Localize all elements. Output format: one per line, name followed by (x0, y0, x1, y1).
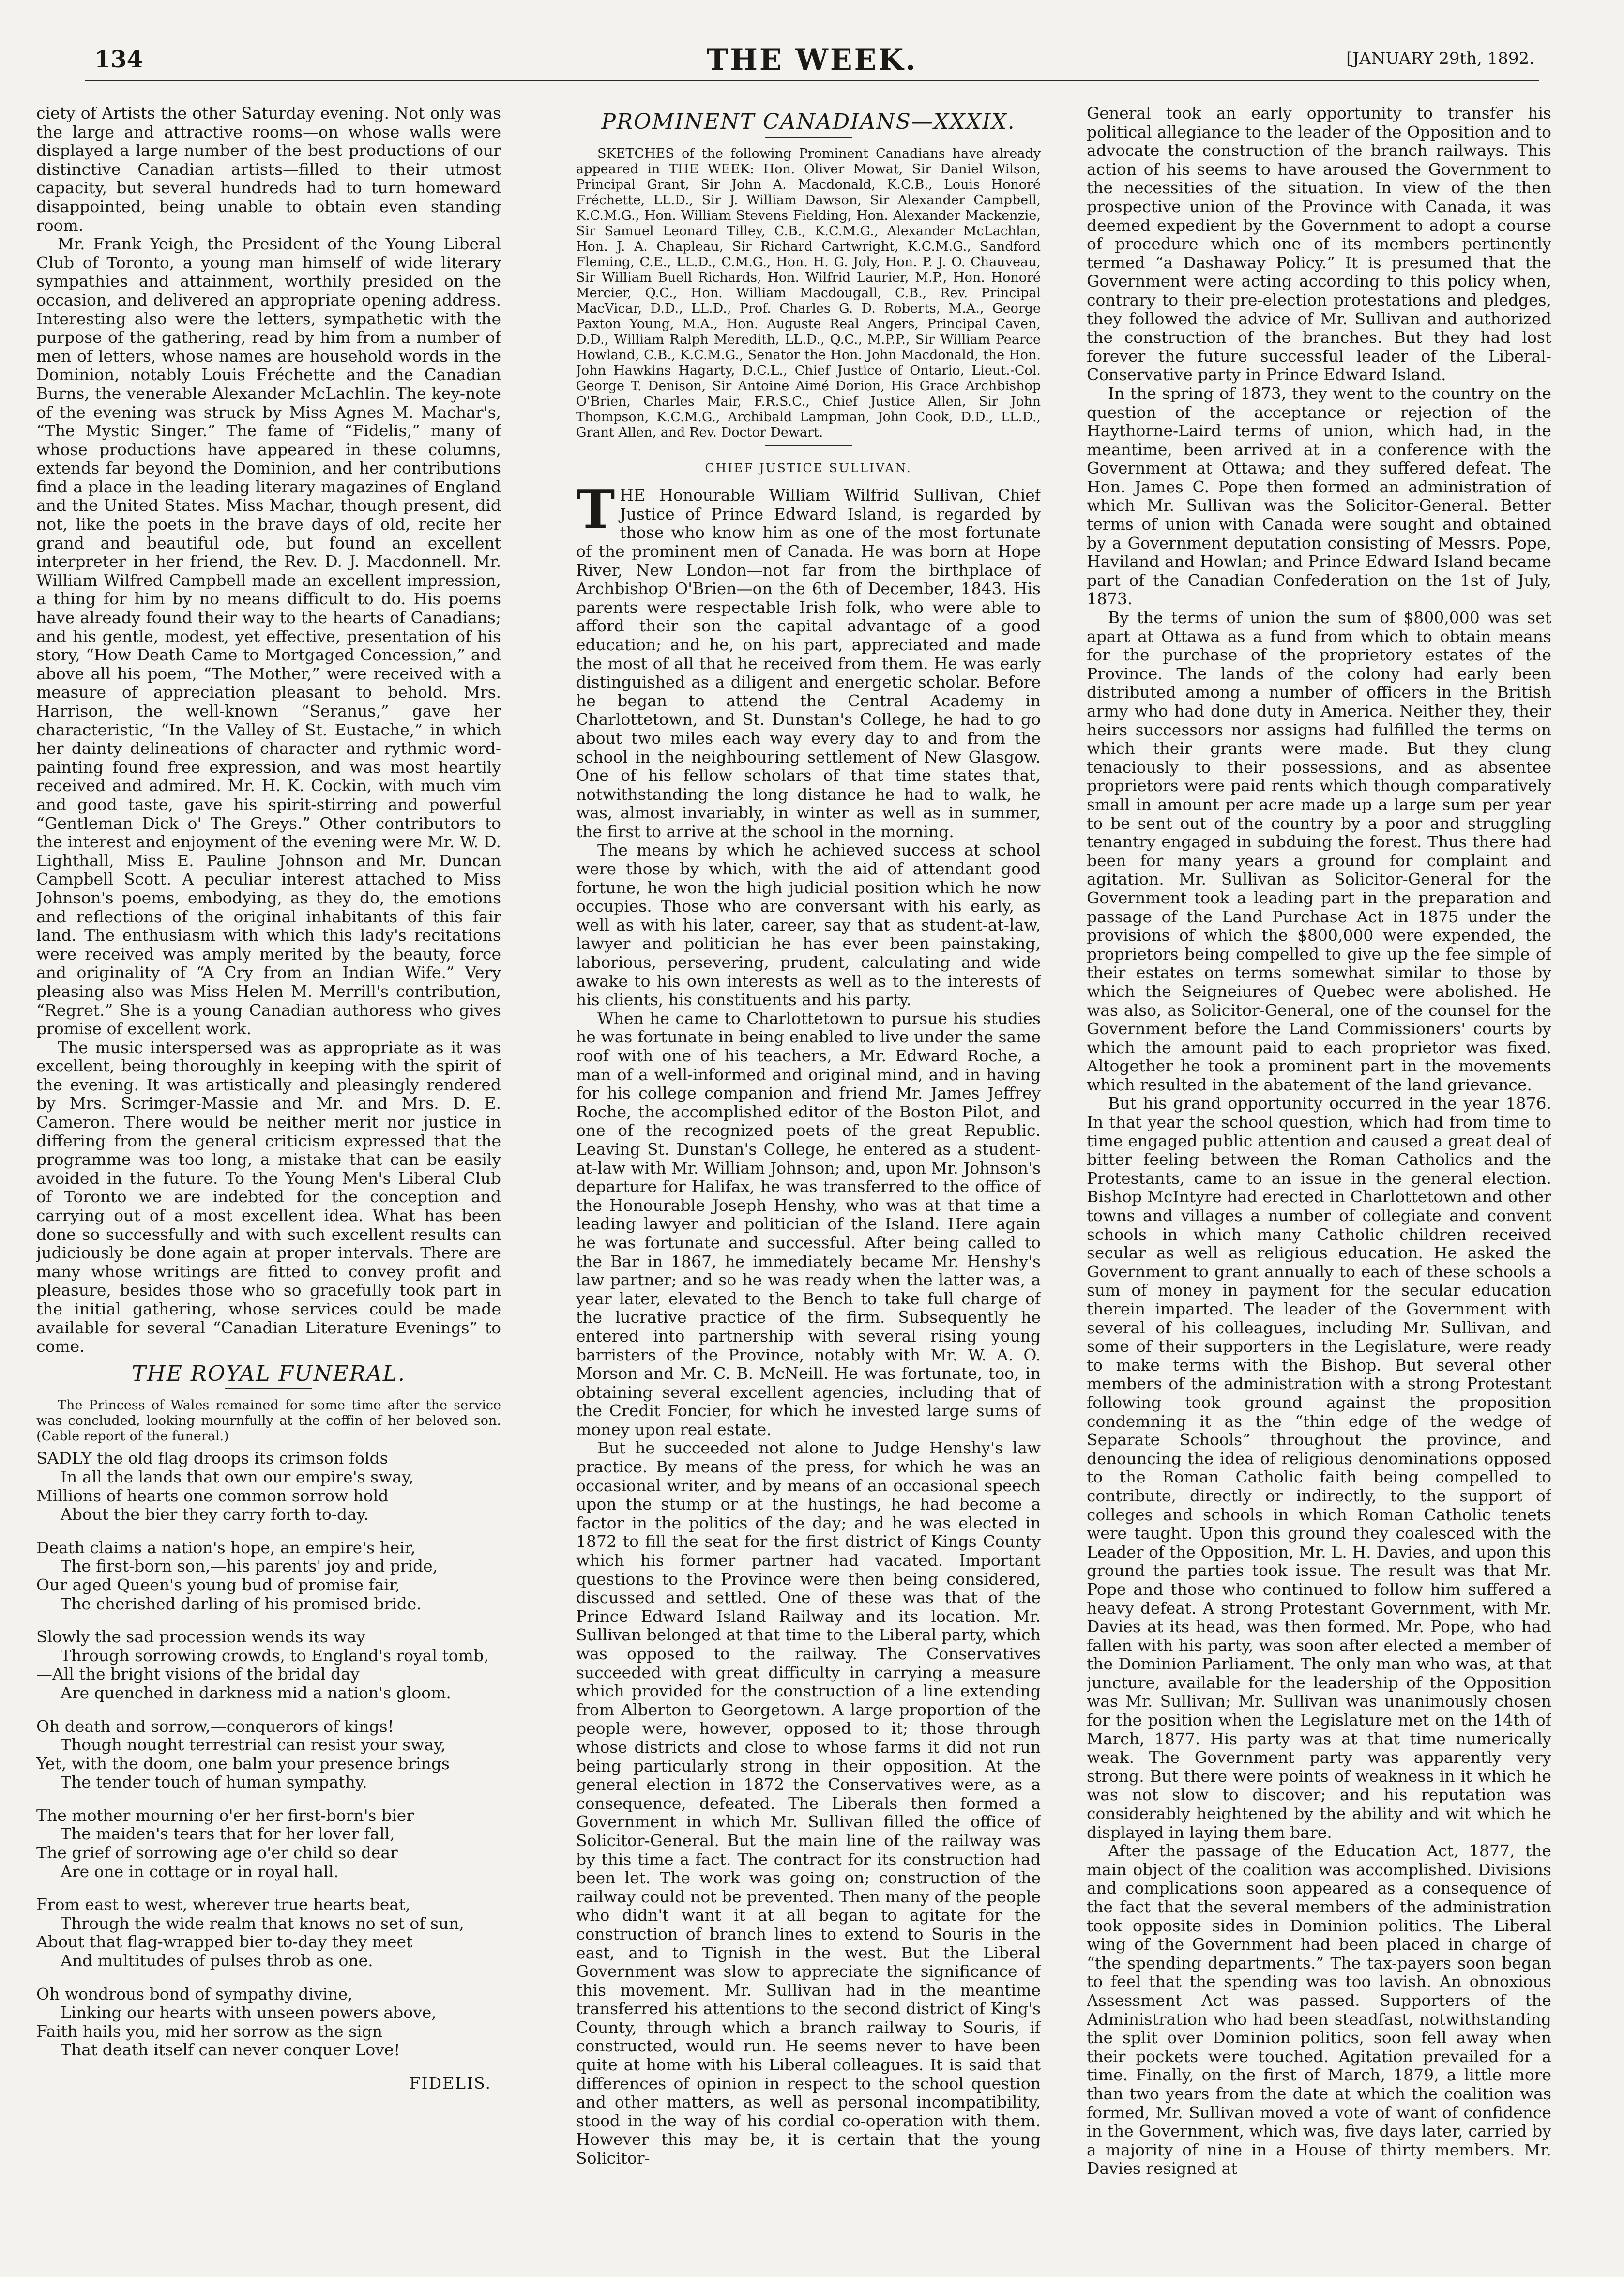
journal-title: THE WEEK. (706, 43, 918, 77)
poem-line: The first-born son,—his parents' joy and pride, (61, 1557, 438, 1576)
paragraph (576, 479, 1041, 841)
poem-line: —All the bright visions of the bridal day (36, 1665, 360, 1684)
stanza (36, 1539, 501, 1613)
poem-line: Linking our hearts with unseen powers above, (61, 2003, 437, 2022)
poem-line: The maiden's tears that for her lover fall, (61, 1824, 395, 1844)
poem-line: Oh wondrous bond of sympathy divine, (36, 1984, 353, 2003)
poem-line: Are one in cottage or in royal hall. (61, 1862, 339, 1881)
poem-line: The tender touch of human sympathy. (61, 1773, 367, 1792)
poem-line: And multitudes of pulses throb as one. (61, 1951, 373, 1971)
poem-line: Our aged Queen's young bud of promise fair, (36, 1575, 400, 1594)
stanza (36, 1628, 501, 1702)
poem (36, 1449, 501, 2060)
poem-line: The mother mourning o'er her first-born's bier (36, 1805, 414, 1825)
divider (765, 445, 852, 446)
paragraph: General took an early opportunity to transfer his political allegiance to the leader of the Opposition and to advocate the construction of the branch railways. This action of his seems to have aroused the Government to the necessities of the situation. In view of the then prospective union of the Province with Canada, it was deemed expedient by the Government to adopt a course of procedure which one of its members pertinently termed “a Dashaway Policy.” It is presumed that the Government were acting according to this policy when, contrary to their pre-election protestations and pledges, they followed the advice of Mr. Sullivan and authorized the construction of the branches. But they had lost forever the future successful leader of the Liberal-Conservative party in Prince Edward Island. (1087, 104, 1551, 384)
poem-signature: FIDELIS. (409, 2074, 491, 2093)
poem-line: Faith hails you, mid her sorrow as the sign (36, 2021, 383, 2041)
paragraph: Mr. Frank Yeigh, the President of the Young Liberal Club of Toronto, a young man himself of wide literary sympathies and attainment, worthily presided on the occasion, and delivered an appropriate opening address. Interesting also were the letters, sympathetic with the purpose of the gathering, read by him from a number of men of letters, whose names are household words in the Dominion, notably Louis Fréchette and the Canadian Burns, the venerable Alexander McLachlin. The key-note of the evening was struck by Miss Agnes M. Machar's, “The Mystic Singer.” The fame of “Fidelis,” many of whose productions have appeared in these columns, extends far beyond the Dominion, and her contributions find a place in the leading literary magazines of England and the United States. Miss Machar, though present, did not, like the poets in the brave days of old, recite her grand and beautiful ode, but found an excellent interpreter in her friend, the Rev. D. J. Macdonnell. Mr. William Wilfred Campbell made an excellent impression, a thing for him by no means difficult to do. His poems have already found their way to the hearts of Canadians; and his gentle, modest, yet effective, presentation of his story, “How Death Came to Mortgaged Concession,” and above all his poem, “The Mother,” were received with a measure of appreciation pleasant to behold. Mrs. Harrison, the well-known “Seranus,” gave her characteristic, “In the Valley of St. Eustache,” in which her dainty delineations of character and rythmic word-painting found free expression, and was most heartily received and admired. Mr. H. K. Cockin, with much vim and good taste, gave his spirit-stirring and powerful “Gentleman Dick o' The Greys.” Other contributors to the interest and enjoyment of the evening were Mr. W. D. Lighthall, Miss E. Pauline Johnson and Mr. Duncan Campbell Scott. A peculiar interest attached to Miss Johnson's poems, embodying, as they do, the emotions and reflections of the original inhabitants of this fair land. The enthusiasm with which this lady's recitations were received was amply merited by the beauty, force and originality of “A Cry from an Indian Wife.” Very pleasing also was Miss Helen M. Merrill's contribution, “Regret.” She is a young Canadian authoress who gives promise of excellent work. (36, 234, 501, 1039)
poem-line: Millions of hearts one common sorrow hold (36, 1486, 389, 1505)
column-2 (576, 104, 1041, 2244)
issue-date: [JANUARY 29th, 1892. (1346, 49, 1534, 68)
page-header (85, 43, 1539, 81)
paragraph: The means by which he achieved success at school were those by which, with the aid of attendant good fortune, he won the high judicial position which he now occupies. Those who are conversant with his early, as well as with his later, career, say that as student-at-law, lawyer and politician he has ever been painstaking, laborious, persevering, prudent, calculating and wide awake to his own interests as well as to the interests of his clients, his constituents and his party. (576, 841, 1041, 1009)
paragraph: But he succeeded not alone to Judge Henshy's law practice. By means of the press, for which he was an occasional writer, and by means of an occasional speech upon the stump or at the hustings, he had become a factor in the politics of the day; and he was elected in 1872 to fill the seat for the first district of Kings County which his former partner had vacated. Important questions to the Province were then being considered, discussed and settled. One of these was that of the Prince Edward Island Railway and its location. Mr. Sullivan belonged at that time to the Liberal party, which was opposed to the railway. The Conservatives succeeded with great difficulty in carrying a measure which provided for the construction of a line extending from Alberton to Georgetown. A large proportion of the people were, however, opposed to it; those through whose districts and close to whose farms it did not run being particularly strong in their opposition. At the general election in 1872 the Conservatives were, as a consequence, defeated. The Liberals then formed a Government in which Mr. Sullivan filled the office of Solicitor-General. But the main line of the railway was by this time a fact. The contract for its construction had been let. The work was going on; construction of the railway could not be prevented. Then many of the people who didn't want it at all began to agitate for the construction of branch lines to extend to Souris in the east, and to Tignish in the west. But the Liberal Government was slow to appreciate the significance of this movement. Mr. Sullivan had in the meantime transferred his attentions to the second district of King's County, through which a branch railway to Souris, if constructed, would run. He seems never to have been quite at home with his Liberal colleagues. It is said that differences of opinion in respect to the school question and other matters, as well as personal incompatibility, stood in the way of his cordial co-operation with them. However this may be, it is certain that the young Solicitor- (576, 1438, 1041, 2168)
poem-line: Death claims a nation's hope, an empire's heir, (36, 1538, 416, 1557)
poem-line: Oh death and sorrow,—conquerors of kings! (36, 1716, 394, 1736)
poem-line: The cherished darling of his promised bride. (61, 1594, 422, 1613)
poem-line: SADLY the old flag droops its crimson folds (36, 1449, 388, 1468)
poem-line: The grief of sorrowing age o'er child so dear (36, 1843, 398, 1863)
poem-line: In all the lands that own our empire's sway, (61, 1467, 414, 1486)
paragraph: After the passage of the Education Act, 1877, the main object of the coalition was accomplished. Divisions and complications soon appeared as a consequence of the fact that the several members of the administration took opposite sides in Dominion politics. The Liberal wing of the Government had been placed in charge of “the spending departments.” The tax-payers soon began to feel that the spending was too lavish. An obnoxious Assessment Act was passed. Supporters of the Administration who had been steadfast, notwithstanding the split over Dominion politics, soon fell away when their pockets were touched. Agitation prevailed for a time. Finally, on the first of March, 1879, a little more than two years from the date at which the coalition was formed, Mr. Sullivan moved a vote of want of confidence in the Government, which was, five days later, carried by a majority of nine in a House of thirty members. Mr. Davies resigned at (1087, 1841, 1551, 2178)
poem-line: About that flag-wrapped bier to-day they meet (36, 1932, 413, 1952)
poem-line: From east to west, wherever true hearts beat, (36, 1895, 410, 1914)
drop-cap: T (576, 479, 615, 541)
stanza (36, 1806, 501, 1881)
stanza (36, 1985, 501, 2060)
section-title: PROMINENT CANADIANS—XXXIX. (601, 109, 1016, 134)
poem-line: That death itself can never conquer Love! (61, 2040, 400, 2060)
stanza (36, 1449, 501, 1524)
poem-line: About the bier they carry forth to-day. (61, 1505, 369, 1524)
paragraph: By the terms of union the sum of $800,000 was set apart at Ottawa as a fund from which to obtain means for the purchase of the proprietory estates of the Province. The lands of the colony had early been distributed among a number of officers in the British army who had done duty in America. Neither they, their heirs successors nor assigns had fulfilled the terms on which their grants were made. But they clung tenaciously to their possessions, and as absentee proprietors were paid rents which though comparatively small in amount per acre made up a large sum per year to be sent out of the country by a poor and struggling tenantry engaged in subduing the forest. Thus there had been for many years a ground for complaint and agitation. Mr. Sullivan as Solicitor-General for the Government took a leading part in the preparation and passage of the Land Purchase Act in 1875 under the provisions of which the $800,000 were expended, the proprietors being compelled to give up the fee simple of their estates on terms somewhat similar to those by which the Seigneiures of Quebec were abolished. He was also, as Solicitor-General, one of the counsel for the Government before the Land Commissioners' courts by which the amount paid to each proprietor was fixed. Altogether he took a prominent part in the movements which resulted in the abatement of the land grievance. (1087, 608, 1551, 1094)
stanza (36, 1717, 501, 1792)
paragraph: But his grand opportunity occurred in the year 1876. In that year the school question, which had from time to time engaged public attention and caused a great deal of bitter feeling between the Roman Catholics and the Protestants, came to an issue in the general election. Bishop McIntyre had erected in Charlottetown and other towns and villages a number of collegiate and convent schools in which many Catholic children received secular as well as religious education. He asked the Government to grant annually to each of these schools a sum of money in payment for the secular education therein imparted. The leader of the Government with several of his colleagues, including Mr. Sullivan, and some of their supporters in the Legislature, were ready to make terms with the Bishop. But several other members of the administration with a strong Protestant following took ground against the proposition condemning it as the “thin edge of the wedge of Separate Schools” throughout the province, and denouncing the idea of religious denominations opposed to the Roman Catholic faith being compelled to contribute, directly or indirectly, to the support of colleges and schools in which Roman Catholic tenets were taught. Upon this ground they coalesced with the Leader of the Opposition, Mr. L. H. Davies, and upon this ground the parties took issue. The result was that Mr. Pope and those who continued to follow him suffered a heavy defeat. A strong Protestant Government, with Mr. Davies at its head, was then formed. Mr. Pope, who had fallen with his party, was soon after elected a member of the Dominion Parliament. The only man who was, at that juncture, available for the leadership of the Opposition was Mr. Sullivan; Mr. Sullivan was unanimously chosen for the position when the Legislature met on the 14th of March, 1877. His party was at that time numerically weak. The Government party was apparently very strong. But there were points of weakness in it which he was not slow to discover; and his reputation was considerably heightened by the ability and wit which he displayed in laying them bare. (1087, 1094, 1551, 1842)
poem-line: Slowly the sad procession wends its way (36, 1627, 365, 1647)
column-1 (36, 104, 501, 2244)
poem-line: Through the wide realm that knows no set of sun, (61, 1913, 464, 1933)
poem-line: Through sorrowing crowds, to England's royal tomb, (61, 1646, 489, 1665)
paragraph: ciety of Artists the other Saturday evening. Not only was the large and attractive rooms—on whose walls were displayed a large number of the best productions of our distinctive Canadian artists—filled to their utmost capacity, but several hundreds had to turn homeward disappointed, being unable to obtain even standing room. (36, 104, 501, 235)
paragraph: In the spring of 1873, they went to the country on the question of the acceptance or rejection of the Haythorne-Laird terms of union, which had, in the meantime, been arrived at in a conference with the Government at Ottawa; and they suffered defeat. The Hon. James C. Pope then formed an administration of which Mr. Sullivan was the Solicitor-General. Better terms of union with Canada were sought and obtained by a Government deputation consisting of Messrs. Pope, Haviland and Howlan; and Prince Edward Island became part of the Canadian Confederation on the 1st of July, 1873. (1087, 383, 1551, 609)
divider (225, 1388, 312, 1389)
article-title: CHIEF JUSTICE SULLIVAN. (705, 460, 912, 475)
sketches-note: SKETCHES of the following Prominent Canadians have already appeared in THE WEEK: Hon. Oliver Mowat, Sir Daniel Wilson, Principal Grant, Sir John A. Macdonald, K.C.B., Louis Honoré Fréchette, LL.D., Sir J. William Dawson, Sir Alexander Campbell, K.C.M.G., Hon. William Stevens Fielding, Hon. Alexander Mackenzie, Sir Samuel Leonard Tilley, C.B., K.C.M.G., Alexander McLachlan, Hon. J. A. Chapleau, Sir Richard Cartwright, K.C.M.G., Sandford Fleming, C.E., LL.D., C.M.G., Hon. H. G. Joly, Hon. P. J. O. Chauveau, Sir William Buell Richards, Hon. Wilfrid Laurier, M.P., Hon. Honoré Mercier, Q.C., Hon. William Macdougall, C.B., Rev. Principal MacVicar, D.D., LL.D., Prof. Charles G. D. Roberts, M.A., George Paxton Young, M.A., Hon. Auguste Real Angers, Principal Caven, D.D., William Ralph Meredith, LL.D., Q.C., M.P.P., Sir William Pearce Howland, C.B., K.C.M.G., Senator the Hon. John Macdonald, the Hon. John Hawkins Hagarty, D.C.L., Chief Justice of Ontario, Lieut.-Col. George T. Denison, Sir Antoine Aimé Dorion, His Grace Archbishop O'Brien, Charles Mair, F.R.S.C., Chief Justice Allen, Sir John Thompson, K.C.M.G., Archibald Lampman, John Cook, D.D., LL.D., Grant Allen, and Rev. Doctor Dewart. (576, 146, 1041, 440)
paragraph: When he came to Charlottetown to pursue his studies he was fortunate in being enabled to live under the same roof with one of his teachers, a Mr. Edward Roche, a man of a well-informed and original mind, and in having for his college companion and friend Mr. James Jeffrey Roche, the accomplished editor of the Boston Pilot, and one of the recognized poets of the great Republic. Leaving St. Dunstan's College, he entered as a student-at-law with Mr. William Johnson; and, upon Mr. Johnson's departure for Halifax, he was transferred to the office of the Honourable Joseph Henshy, who was at that time a leading lawyer and politician of the Island. Here again he was fortunate and successful. After being called to the Bar in 1867, he immediately became Mr. Henshy's law partner; and so he was ready when the latter was, a year later, elevated to the Bench to take full charge of the lucrative practice of the firm. Subsequently he entered into partnership with several rising young barristers of the Province, notably with Mr. W. A. O. Morson and Mr. C. B. McNeill. He was fortunate, too, in obtaining several excellent agencies, including that of the Credit Foncier, for which he invested large sums of money upon real estate. (576, 1009, 1041, 1439)
poem-line: Though nought terrestrial can resist your sway, (61, 1735, 446, 1755)
poem-note: The Princess of Wales remained for some time after the service was concluded, looking mournfully at the coffin of her beloved son. (Cable report of the funeral.) (36, 1398, 501, 1444)
poem-line: Are quenched in darkness mid a nation's gloom. (61, 1683, 451, 1702)
page-number: 134 (94, 46, 143, 73)
paragraph: The music interspersed was as appropriate as it was excellent, being thoroughly in keeping with the spirit of the evening. It was artistically and pleasingly rendered by Mrs. Scrimger-Massie and Mr. and Mrs. D. E. Cameron. There would be neither merit nor justice in differing from the general criticism expressed that the programme was too long, a mistake that can be easily avoided in the future. To the Young Men's Liberal Club of Toronto we are indebted for the conception and carrying out of a most excellent idea. What has been done so successfully and with such excellent results can judiciously be done again at proper intervals. There are many whose writings are fitted to convey profit and pleasure, besides those who so gracefully took part in the initial gathering, whose services could be made available for several “Canadian Literature Evenings” to come. (36, 1038, 501, 1356)
column-3 (1087, 104, 1551, 2244)
stanza (36, 1895, 501, 1970)
poem-line: Yet, with the doom, one balm your presence brings (36, 1754, 450, 1773)
paragraph-text: HE Honourable William Wilfrid Sullivan, Chief Justice of Prince Edward Island, is regarded by those who know him as one of the most fortunate of the prominent men of Canada. He was born at Hope River, New London—not far from the birthplace of Archbishop O'Brien—on the 6th of December, 1843. His parents were respectable Irish folk, who were able to afford their son the capital advantage of a good education; and he, on his part, appreciated and made the most of all that he received from them. He was early distinguished as a diligent and energetic scholar. Before he began to attend the Central Academy in Charlottetown, and St. Dunstan's College, he had to go about two miles each way every day to and from the school in the neighbouring settlement of New Glasgow. One of his fellow scholars of that time states that, notwithstanding the long distance he had to walk, he was, almost invariably, in winter as well as in summer, the first to arrive at the school in the morning. (576, 486, 1041, 841)
divider (765, 137, 852, 138)
poem-title: THE ROYAL FUNERAL. (132, 1361, 406, 1386)
